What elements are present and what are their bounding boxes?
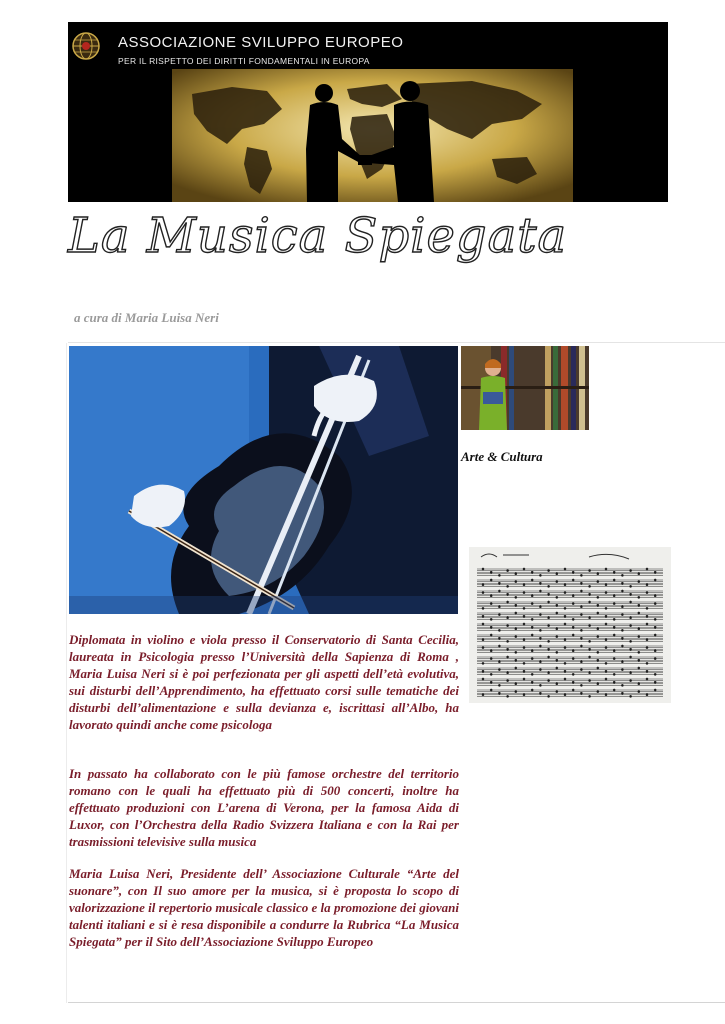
bio-paragraph-3: Maria Luisa Neri, Presidente dell’ Associazione Culturale “Arte del suonare”, con Il suo amore per la musica, si è proposta lo scopo di valorizzazione il repertorio musicale classico e la promozione dei giovani talenti italiani e si è resa disponibile a condurre la Rubrica “La Musica Spiegata” per il Sito dell’Associazione Sviluppo Europeo [69,866,459,949]
librarian-photo-image [461,346,589,430]
association-tagline: PER IL RISPETTO DEI DIRITTI FONDAMENTALI IN EUROPA [118,56,370,66]
sheet-music-image [469,547,671,703]
author-byline: a cura di Maria Luisa Neri [74,310,219,325]
sidebar-caption: Arte & Cultura [461,449,543,464]
header-banner [68,22,668,202]
content-left-divider [66,343,67,1003]
globe-logo-icon [72,32,100,60]
bio-paragraph-2: In passato ha collaborato con le più famose orchestre del territorio romano con le quali ha effettuato più di 500 concerti, inoltre ha effettuato produzioni con L’arena di Verona, per la famosa Aida di Luxor, con l’Orchestra della Radio Svizzera Italiana e con la Rai per trasmissioni televisive sulla musica [69,766,459,849]
page-title: La Musica Spiegata [68,208,568,264]
handshake-world-map-image [172,69,573,202]
content-bottom-divider [68,1002,725,1003]
content-top-divider [68,342,725,343]
cello-painting-image [69,346,458,614]
bio-paragraph-1: Diplomata in violino e viola presso il Conservatorio di Santa Cecilia, laureata in Psicologia presso l’Università della Sapienza di Roma , Maria Luisa Neri si è poi perfezionata per gli aspetti dell’età evolutiva, sui disturbi dell’Apprendimento, ha effettuato corsi sulle tematiche dei disturbi dell’alimentazione e sulla devianza e, iscrittasi all’Albo, ha lavorato quindi anche come psicologa [69,632,459,732]
association-name: ASSOCIAZIONE SVILUPPO EUROPEO [118,34,404,51]
